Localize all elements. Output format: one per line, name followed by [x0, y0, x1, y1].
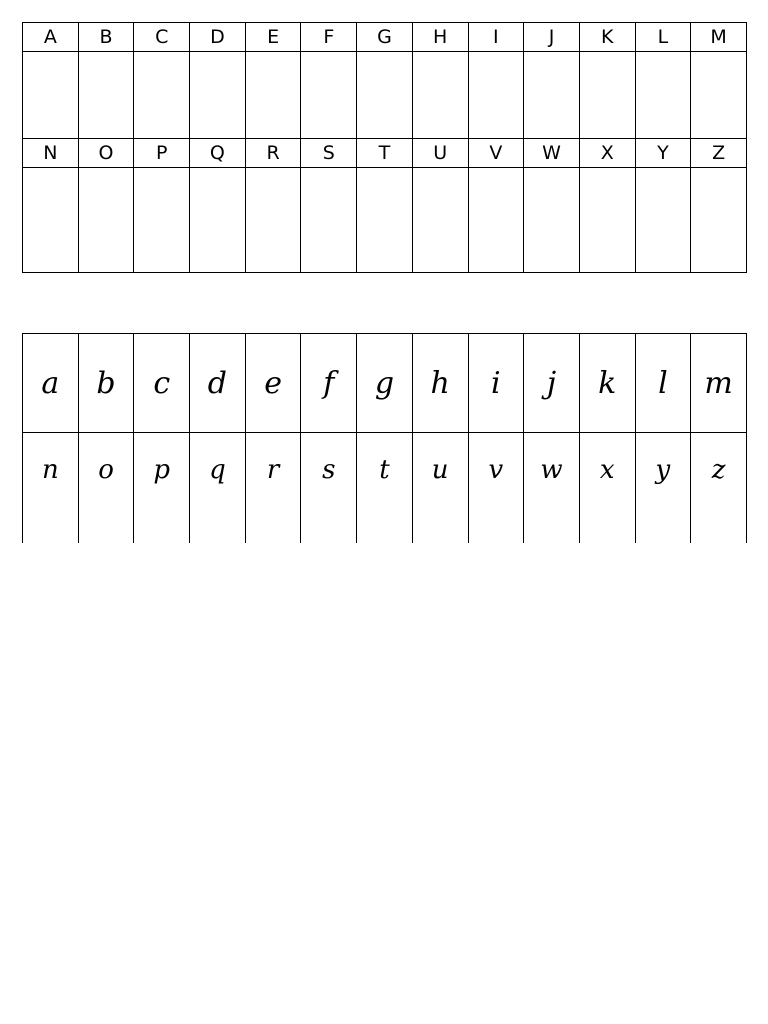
uppercase-letter-cell: T [357, 139, 413, 168]
cursive-letter-cell [412, 433, 468, 544]
cursive-letter-cell [579, 433, 635, 544]
uppercase-letter-cell: A [23, 23, 79, 52]
uppercase-letter-cell: E [245, 23, 301, 52]
writing-cell [78, 52, 134, 139]
cursive-letter-cell [134, 334, 190, 433]
writing-cell [691, 52, 747, 139]
cursive-letter-cell [23, 334, 79, 433]
uppercase-letter-cell: R [245, 139, 301, 168]
uppercase-letter-cell: K [579, 23, 635, 52]
cursive-letter-cell [691, 433, 747, 544]
uppercase-letter-cell: P [134, 139, 190, 168]
writing-cell [468, 168, 524, 273]
cursive-letter: d [207, 365, 228, 401]
uppercase-letter-cell: H [412, 23, 468, 52]
uppercase-letter-cell: M [691, 23, 747, 52]
writing-cell [635, 52, 691, 139]
cursive-letter-cell [524, 334, 580, 433]
uppercase-letter-cell: F [301, 23, 357, 52]
cursive-letter-cell [190, 334, 246, 433]
cursive-letter-cell [78, 334, 134, 433]
writing-cell [691, 168, 747, 273]
uppercase-letter-cell: D [190, 23, 246, 52]
cursive-letter-cell [134, 433, 190, 544]
cursive-letter: s [322, 455, 336, 485]
writing-cell [412, 52, 468, 139]
cursive-letter-cell [524, 433, 580, 544]
uppercase-letter-cell: U [412, 139, 468, 168]
writing-cell [23, 52, 79, 139]
uppercase-letter-cell: S [301, 139, 357, 168]
writing-cell [78, 168, 134, 273]
cursive-letter-cell [245, 433, 301, 544]
cursive-letter: p [153, 455, 171, 485]
cursive-letter-cell [357, 433, 413, 544]
cursive-letter-cell [190, 433, 246, 544]
writing-cell [579, 52, 635, 139]
cursive-letter: i [491, 365, 501, 401]
cursive-letter: f [323, 365, 335, 401]
cursive-letter: x [599, 455, 615, 485]
uppercase-letter-cell: N [23, 139, 79, 168]
cursive-letter: z [711, 455, 726, 485]
writing-cell [468, 52, 524, 139]
cursive-letter: u [431, 455, 449, 485]
cursive-letter: n [41, 455, 59, 485]
uppercase-letter-cell: B [78, 23, 134, 52]
cursive-letter: c [153, 365, 171, 401]
uppercase-letter-cell: V [468, 139, 524, 168]
cursive-letter-cell [301, 433, 357, 544]
cursive-letter-cell [468, 334, 524, 433]
cursive-letter: a [41, 365, 60, 401]
cursive-letter: j [546, 365, 557, 401]
writing-cell [635, 168, 691, 273]
cursive-letter: q [209, 455, 226, 485]
uppercase-letter-cell: I [468, 23, 524, 52]
cursive-row-1 [23, 334, 747, 433]
cursive-letter-cell [23, 433, 79, 544]
writing-cell [134, 52, 190, 139]
cursive-letter-cell [357, 334, 413, 433]
writing-cell [301, 168, 357, 273]
uppercase-letter-cell: J [524, 23, 580, 52]
cursive-letter: o [98, 455, 114, 485]
cursive-letter: y [655, 455, 671, 485]
uppercase-letter-cell: C [134, 23, 190, 52]
uppercase-header-row-2 [23, 139, 747, 168]
cursive-letter: g [374, 365, 395, 401]
writing-cell [190, 52, 246, 139]
cursive-letter-cell [412, 334, 468, 433]
cursive-letter: e [264, 365, 282, 401]
cursive-letter-cell [301, 334, 357, 433]
writing-cell [412, 168, 468, 273]
writing-cell [301, 52, 357, 139]
cursive-row-2 [23, 433, 747, 544]
cursive-letter: v [488, 455, 504, 485]
cursive-letter-cell [635, 433, 691, 544]
cursive-alphabet-grid [22, 333, 747, 543]
writing-cell [190, 168, 246, 273]
writing-cell [134, 168, 190, 273]
uppercase-header-row-1 [23, 23, 747, 52]
cursive-letter: t [379, 455, 390, 485]
uppercase-letter-cell: W [524, 139, 580, 168]
cursive-letter-cell [245, 334, 301, 433]
cursive-letter: r [266, 455, 280, 485]
cursive-letter: k [598, 365, 617, 401]
uppercase-letter-cell: G [357, 23, 413, 52]
writing-cell [23, 168, 79, 273]
cursive-letter-cell [635, 334, 691, 433]
writing-cell [524, 52, 580, 139]
uppercase-letter-cell: X [579, 139, 635, 168]
cursive-letter-cell [78, 433, 134, 544]
cursive-letter-cell [468, 433, 524, 544]
writing-cell [524, 168, 580, 273]
cursive-letter: l [658, 365, 668, 401]
uppercase-writing-row-2 [23, 168, 747, 273]
writing-cell [357, 52, 413, 139]
writing-cell [245, 52, 301, 139]
uppercase-letter-cell: L [635, 23, 691, 52]
uppercase-alphabet-grid [22, 22, 747, 273]
uppercase-letter-cell: Y [635, 139, 691, 168]
uppercase-letter-cell: Z [691, 139, 747, 168]
writing-cell [245, 168, 301, 273]
uppercase-letter-cell: O [78, 139, 134, 168]
cursive-letter-cell [579, 334, 635, 433]
cursive-letter: w [540, 455, 563, 485]
cursive-letter: h [430, 365, 450, 401]
cursive-letter: b [96, 365, 116, 401]
writing-cell [357, 168, 413, 273]
cursive-letter: m [704, 365, 733, 401]
writing-cell [579, 168, 635, 273]
cursive-letter-cell [691, 334, 747, 433]
uppercase-letter-cell: Q [190, 139, 246, 168]
uppercase-writing-row-1 [23, 52, 747, 139]
